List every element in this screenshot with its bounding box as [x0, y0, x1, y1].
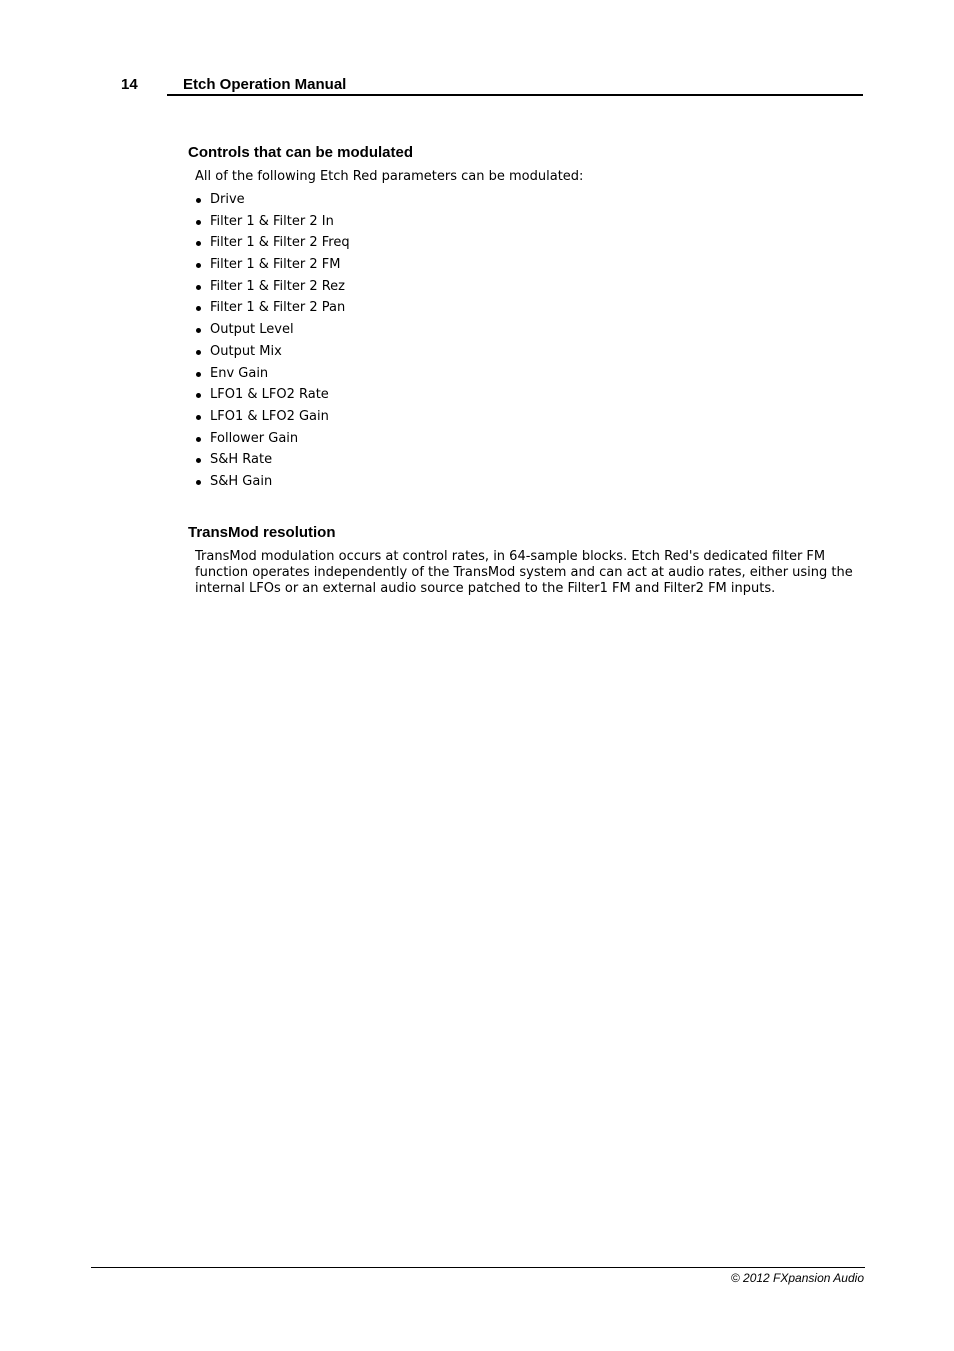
bullet-icon: [196, 220, 201, 225]
list-item-label: Filter 1 & Filter 2 Pan: [210, 300, 346, 316]
list-item-label: Filter 1 & Filter 2 FM: [210, 257, 341, 273]
list-item: [195, 406, 350, 428]
list-item-label: LFO1 & LFO2 Rate: [210, 387, 329, 403]
list-item: [195, 232, 350, 254]
list-item: [195, 297, 350, 319]
list-item: [195, 319, 350, 341]
bullet-icon: [196, 393, 201, 398]
list-item: [195, 449, 350, 471]
footer-rule: [91, 1267, 865, 1268]
bullet-icon: [196, 415, 201, 420]
section-intro: All of the following Etch Red parameters can be modulated:: [195, 169, 584, 184]
transmod-paragraph: TransMod modulation occurs at control rates, in 64-sample blocks. Etch Red's dedicated filter FM function operates independently of the TransMod system and can act at audio rates, either using the internal LFOs or an external audio source patched to the Filter1 FM and Filter2 FM inputs.: [195, 549, 853, 596]
list-item-label: Filter 1 & Filter 2 Freq: [210, 235, 350, 251]
list-item-label: Output Mix: [210, 343, 282, 359]
list-item: [195, 384, 350, 406]
list-item-label: S&H Rate: [210, 452, 273, 468]
copyright-text: © 2012 FXpansion Audio: [730, 1271, 864, 1285]
bullet-icon: [196, 263, 201, 268]
list-item: [195, 428, 350, 450]
list-item-label: Filter 1 & Filter 2 In: [210, 213, 334, 229]
section-heading-transmod: TransMod resolution: [188, 524, 336, 541]
page-number: 14: [121, 76, 138, 93]
bullet-icon: [196, 350, 201, 355]
list-item-label: Follower Gain: [210, 430, 299, 446]
bullet-icon: [196, 285, 201, 290]
list-item: [195, 254, 350, 276]
list-item: [195, 471, 350, 493]
manual-title: Etch Operation Manual: [183, 76, 347, 93]
list-item: [195, 189, 350, 211]
bullet-icon: [196, 458, 201, 463]
bullet-icon: [196, 372, 201, 377]
bullet-icon: [196, 480, 201, 485]
list-item: [195, 276, 350, 298]
list-item: [195, 211, 350, 233]
bullet-icon: [196, 306, 201, 311]
list-item-label: Drive: [210, 192, 245, 207]
list-item: [195, 363, 350, 385]
bullet-icon: [196, 328, 201, 333]
modulatable-parameters-list: [195, 189, 350, 493]
header-rule: [167, 94, 863, 96]
bullet-icon: [196, 437, 201, 442]
bullet-icon: [196, 198, 201, 203]
list-item-label: Filter 1 & Filter 2 Rez: [210, 278, 346, 294]
list-item-label: S&H Gain: [210, 473, 273, 489]
list-item: [195, 341, 350, 363]
section-heading-controls: Controls that can be modulated: [188, 144, 414, 161]
list-item-label: Output Level: [210, 322, 294, 338]
list-item-label: LFO1 & LFO2 Gain: [210, 408, 329, 424]
list-item-label: Env Gain: [210, 365, 269, 381]
bullet-icon: [196, 241, 201, 246]
